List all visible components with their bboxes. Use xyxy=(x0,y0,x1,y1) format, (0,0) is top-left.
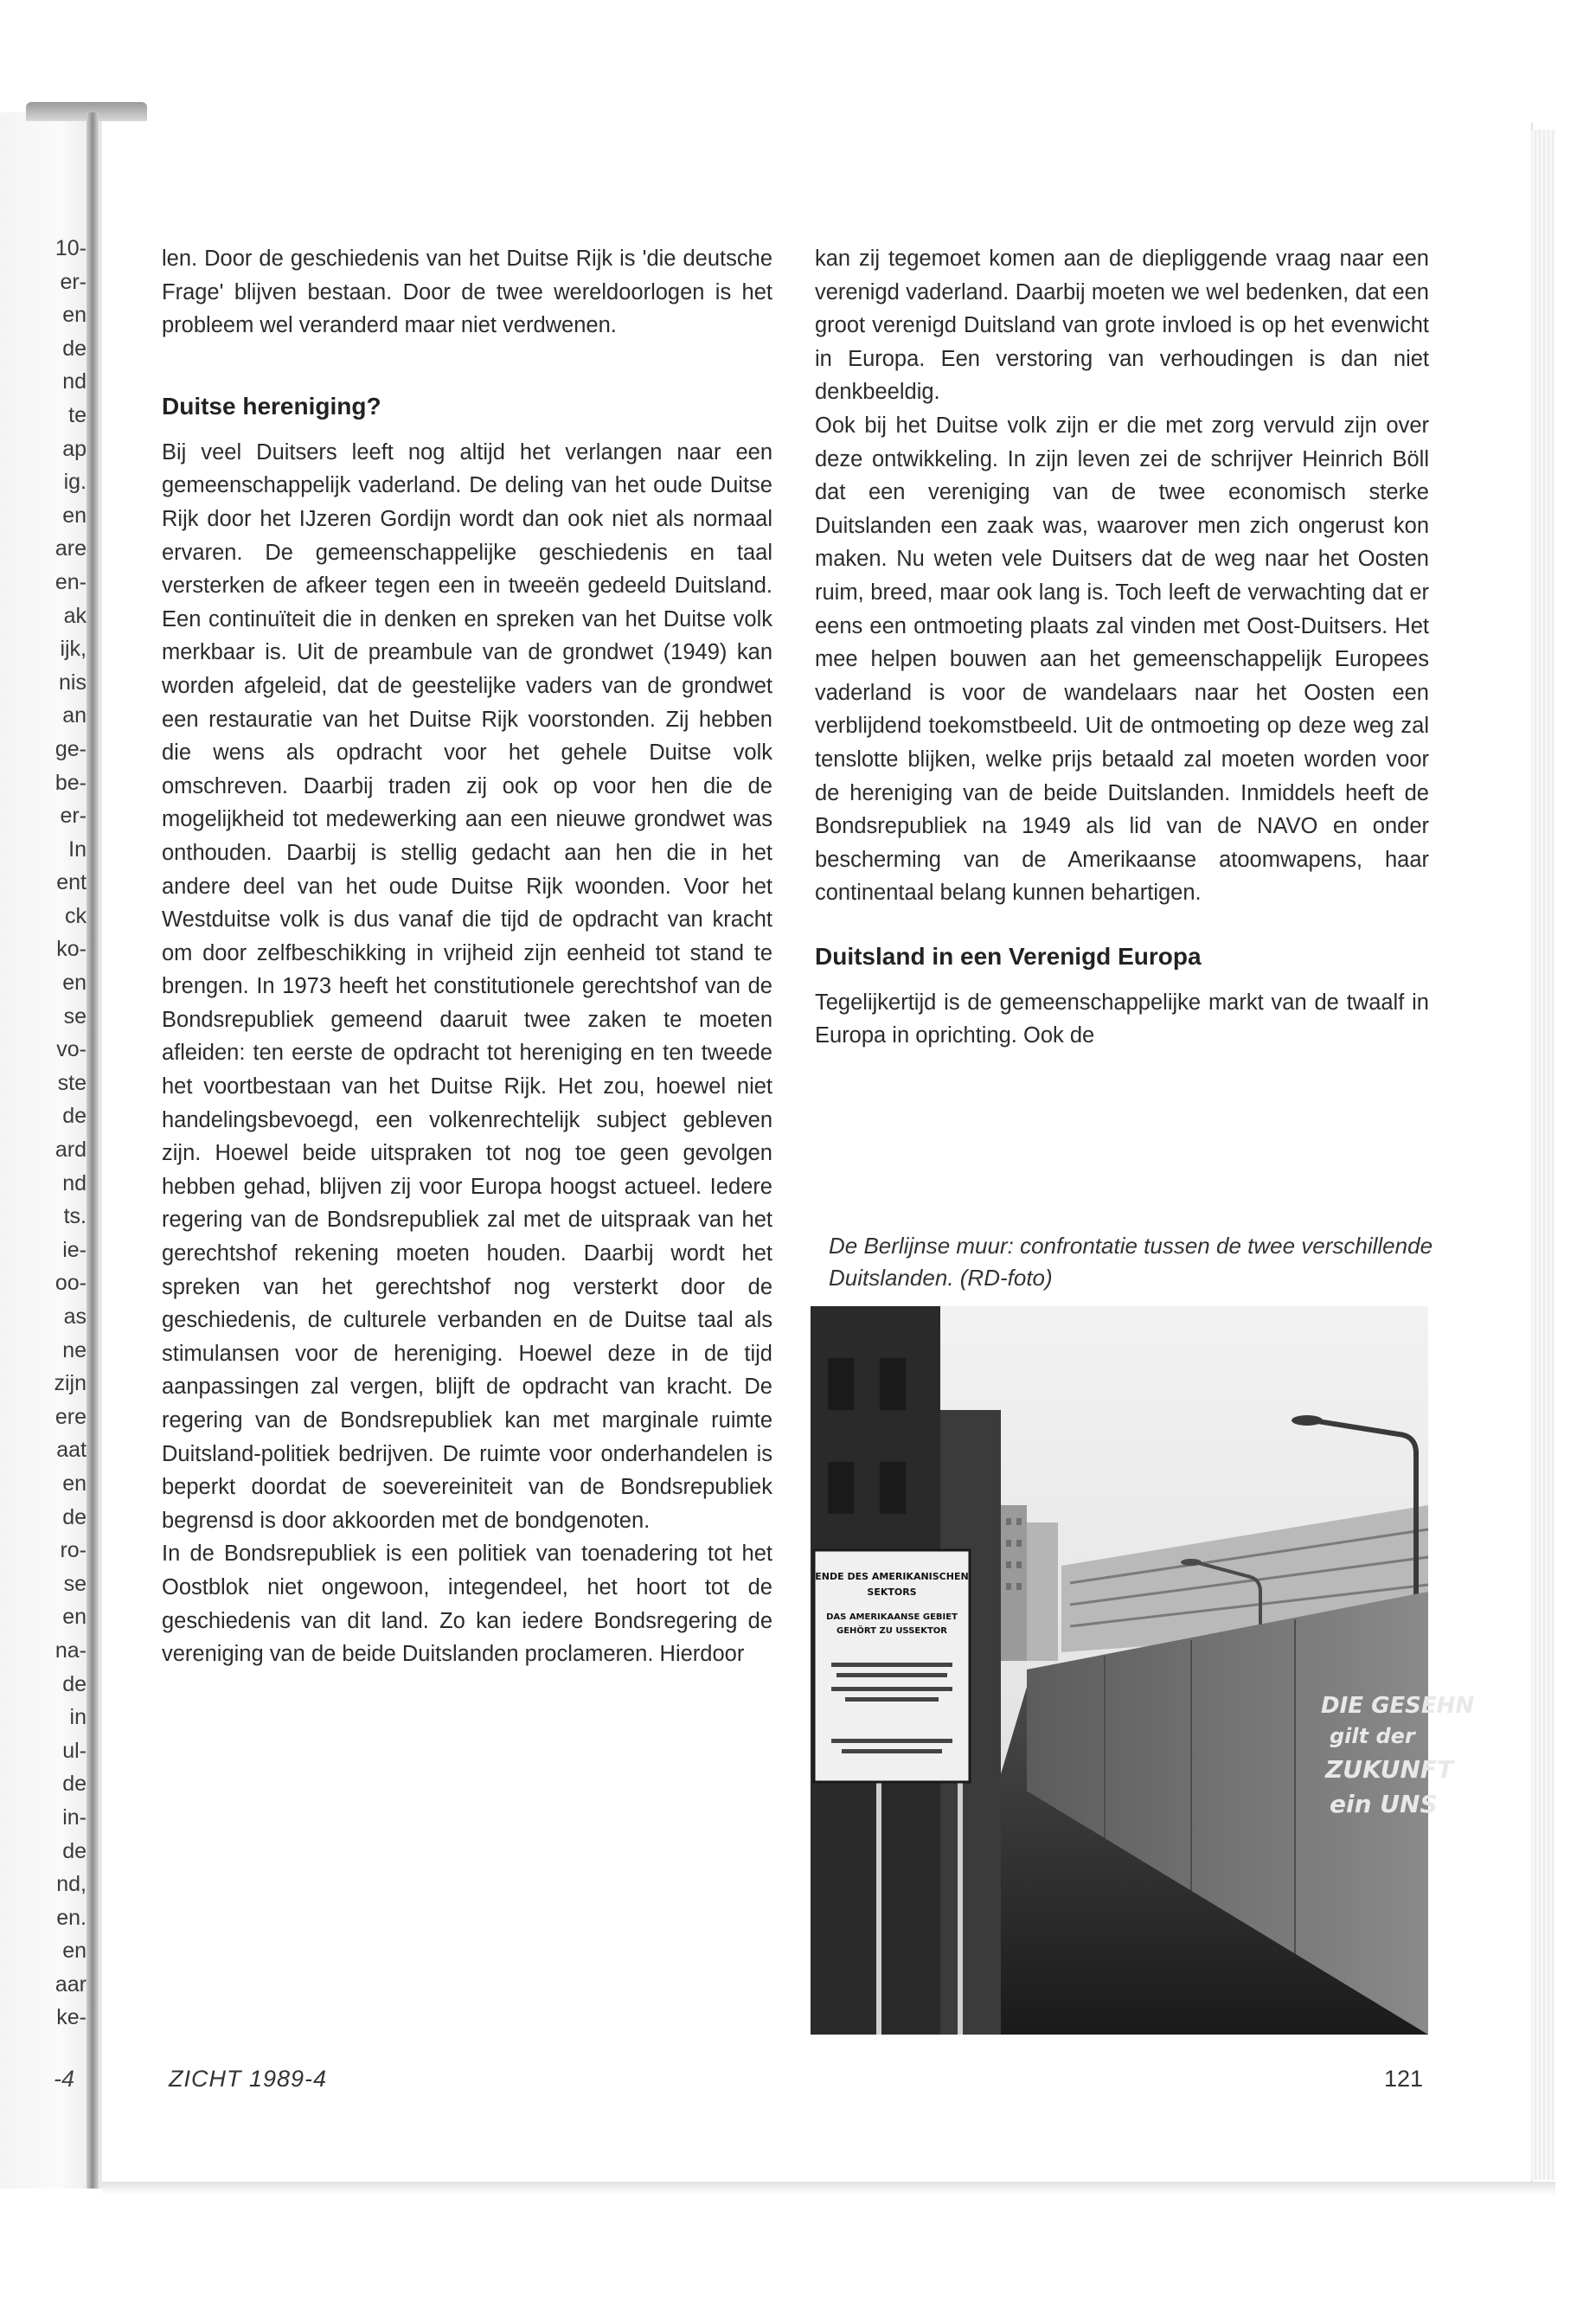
previous-page-fragment: nd xyxy=(62,1170,87,1195)
previous-page-fragment: de xyxy=(62,1104,87,1129)
section-heading-duitsland-europa: Duitsland in een Verenigd Europa xyxy=(815,942,1202,970)
previous-page-fragment: 10- xyxy=(54,236,87,260)
sign-line-1: ENDE DES AMERIKANISCHEN xyxy=(815,1571,969,1582)
previous-page-fragment: ro- xyxy=(60,1538,87,1563)
previous-page-fragment: ig. xyxy=(63,470,87,495)
previous-page-fragment: nd xyxy=(62,369,87,394)
previous-page-fragment: en xyxy=(62,303,87,328)
left-intro-paragraph: len. Door de geschiedenis van het Duitse Rijk is 'die deutsche Frage' blijven bestaan. Door de twee wereldoorlogen is het probleem wel veranderd maar niet verdwenen. xyxy=(162,247,772,338)
previous-page-fragment: er- xyxy=(60,804,87,829)
previous-page-fragment: zijn xyxy=(54,1371,87,1396)
section-heading-duitse-hereniging: Duitse hereniging? xyxy=(162,392,381,420)
previous-page-fragment: se xyxy=(63,1003,87,1029)
page-bottom-edge xyxy=(102,2182,1555,2195)
previous-page-fragment: en xyxy=(62,1939,87,1964)
previous-page-fragment: ko- xyxy=(56,937,87,962)
previous-page-fragment: oo- xyxy=(54,1271,87,1296)
previous-page-fragment: are xyxy=(54,536,87,561)
sign-line-2: SEKTORS xyxy=(867,1586,917,1598)
previous-page-fragment: aat xyxy=(56,1438,87,1463)
previous-page-fragment: de xyxy=(62,1671,87,1696)
page-number: 121 xyxy=(1384,2066,1424,2092)
previous-page-fragment: ere xyxy=(54,1404,87,1429)
previous-page-fragment: en xyxy=(62,503,87,528)
previous-page-fragment: ne xyxy=(62,1337,87,1362)
figure-caption: De Berlijnse muur: confrontatie tussen de twee verschillende Duitslanden. (RD-foto) xyxy=(829,1233,1433,1291)
right-paragraph-1: kan zij tegemoet komen aan de diepliggende vraag naar een verenigd vaderland. Daarbij moeten we wel bedenken, dat een groot verenigd Duitsland van grote invloed is op het evenwicht in Europa. Een verstoring van verhoudingen is dan niet denkbeeldig. xyxy=(815,247,1429,405)
previous-page-fragment: en xyxy=(62,1605,87,1630)
previous-page-fragment: ard xyxy=(54,1138,87,1163)
previous-page-fragment: be- xyxy=(54,770,87,795)
previous-page-fragment: se xyxy=(63,1571,87,1596)
previous-page-fragment: as xyxy=(63,1304,87,1329)
previous-page-fragment: en xyxy=(62,1471,87,1496)
previous-page-fragment: ak xyxy=(63,603,87,628)
previous-page-fragment: in- xyxy=(62,1804,87,1830)
previous-page-fragment: ste xyxy=(57,1070,87,1095)
previous-page-fragment: de xyxy=(62,1838,87,1863)
right-paragraph-3: Tegelijkertijd is de gemeenschappelijke markt van de twaalf in Europa in oprichting. Ook de xyxy=(815,990,1429,1048)
right-column xyxy=(815,242,1429,1053)
berlin-wall-photo xyxy=(811,1306,1475,2035)
right-paragraph-2: Ook bij het Duitse volk zijn er die met zorg vervuld zijn over deze ontwikkeling. In zijn leven zei de schrijver Heinrich Böll dat een vereniging van de twee economisch sterke Duitslanden een zaak was, waarover men zich ongerust kon maken. Nu weten vele Duitsers dat de weg naar het Oosten ruim, breed, maar ook lang is. Toch leeft de verwachting dat er eens een ontmoeting plaats zal vinden met Oost-Duitsers. Het mee helpen bouwen aan het gemeenschappelijk Europees vaderland is voor de wandelaars naar het Oosten een verblijdend toekomstbeeld. Uit de ontmoeting op deze weg zal tenslotte blijken, welke prijs betaald zal moeten worden voor de hereniging van de beide Duitslanden. Inmiddels heeft de Bondsrepubliek na 1949 als lid van de NAVO en onder bescherming van de Amerikaanse atoomwapens, haar continentaal belang kunnen behartigen. xyxy=(815,413,1429,906)
photo-illustration xyxy=(811,1306,1475,2035)
previous-page-fragment: an xyxy=(62,703,87,728)
previous-page-fragment: na- xyxy=(54,1638,87,1663)
previous-page-fragment: nd, xyxy=(56,1872,87,1897)
previous-page-text-fragments xyxy=(0,232,87,2035)
sign-line-3: DAS AMERIKAANSE GEBIET xyxy=(826,1612,958,1622)
previous-page-fragment: ge- xyxy=(54,736,87,761)
graffiti-line-2: gilt der xyxy=(1330,1724,1415,1748)
previous-page-fragment: ke- xyxy=(56,2005,87,2030)
previous-page-fragment: de xyxy=(62,1772,87,1797)
journal-footer: ZICHT 1989-4 xyxy=(169,2066,328,2092)
graffiti-line-4: ein UNS xyxy=(1330,1790,1438,1818)
sign-line-4: GEHÖRT ZU USSEKTOR xyxy=(836,1626,947,1636)
previous-page-fragment: ts. xyxy=(63,1204,87,1229)
previous-page-fragment: te xyxy=(68,402,87,427)
previous-page-footer: -4 xyxy=(54,2066,75,2092)
left-paragraph-1: Bij veel Duitsers leeft nog altijd het verlangen naar een gemeenschappelijk vaderland. De deling van het oude Duitse Rijk door het IJzeren Gordijn wordt dan ook niet als normaal ervaren. De gemeenschappelijke geschiedenis en taal versterken de afkeer tegen een in tweeën gedeeld Duitsland. Een continuïteit die in denken en spreken van het Duitse volk merkbaar is. Uit de preambule van de grondwet (1949) kan worden afgeleid, dat de geestelijke vaders van de grondwet een restauratie van het Duitse Rijk voorstonden. Zij hebben die wens als opdracht voor het gehele Duitse volk omschreven. Daarbij traden zij ook op voor hen die de mogelijkheid tot medewerking aan een nieuwe grondwet was onthouden. Daarbij is stellig gedacht aan hen die in het andere deel van het oude Duitse Rijk woonden. Voor het Westduitse volk is dus vanaf die tijd de opdracht van kracht om door zelfbeschikking in vrijheid zijn eenheid tot stand te brengen. In 1973 heeft het constitutionele gerechtshof van de Bondsrepubliek gemeend daaruit twee zaken te moeten afleiden: ten eerste de opdracht tot hereniging en ten tweede het voortbestaan van het Duitse Rijk. Het zou, hoewel niet handelingsbevoegd, een volkenrechtelijk subject gebleven zijn. Hoewel beide uitspraken tot nog toe geen gevolgen hebben gehad, blijven zij voor Europa hoogst actueel. Iedere regering van de Bondsrepubliek zal met de uitspraak van het gerechtshof rekening moeten houden. Daarbij wordt het spreken van het gerechtshof nog versterkt door de geschiedenis, de culturele verbanden en de Duitse taal als stimulansen voor de hereniging. Hoewel deze in de tijd aanpassingen zal vergen, blijft de opdracht van kracht. De regering van de Bondsrepubliek kan met marginale ruimte Duitsland-politiek bedrijven. De ruimte voor onderhandelen is beperkt doordat de soevereiniteit van de Bondsrepubliek begrensd is door akkoorden met de bondgenoten. xyxy=(162,439,772,1533)
previous-page-fragment: de xyxy=(62,1504,87,1529)
previous-page-fragment: de xyxy=(62,336,87,361)
previous-page-fragment: ck xyxy=(65,903,87,928)
previous-page-fragment: In xyxy=(68,836,87,862)
previous-page-fragment: ul- xyxy=(62,1738,87,1763)
previous-page-fragment: ie- xyxy=(62,1237,87,1262)
page-stack-edge xyxy=(1531,130,1555,2180)
graffiti-line-1: DIE GESEHN xyxy=(1321,1693,1475,1719)
graffiti-line-3: ZUKUNFT xyxy=(1325,1755,1454,1784)
previous-page-fragment: vo- xyxy=(56,1037,87,1062)
left-paragraph-2: In de Bondsrepubliek is een politiek van toenadering tot het Oostblok niet ongewoon, integendeel, het hoort tot de geschiedenis van dit land. Zo kan iedere Bondsregering de vereniging van de beide Duitslanden proclameren. Hierdoor xyxy=(162,1541,772,1667)
previous-page-fragment: en- xyxy=(54,569,87,594)
left-column xyxy=(162,242,772,1671)
book-spine xyxy=(87,112,99,2189)
previous-page-fragment: ap xyxy=(62,436,87,461)
previous-page-fragment: ent xyxy=(56,870,87,895)
previous-page-fragment: ijk, xyxy=(60,637,87,662)
previous-page-fragment: aar xyxy=(54,1971,87,1997)
distant-tower-2 xyxy=(1027,1522,1058,1661)
previous-page-fragment: in xyxy=(69,1705,87,1730)
previous-page-fragment: nis xyxy=(59,670,87,695)
previous-page-fragment: en xyxy=(62,971,87,996)
previous-page-fragment: en. xyxy=(56,1905,87,1930)
previous-page-fragment: er- xyxy=(60,269,87,294)
